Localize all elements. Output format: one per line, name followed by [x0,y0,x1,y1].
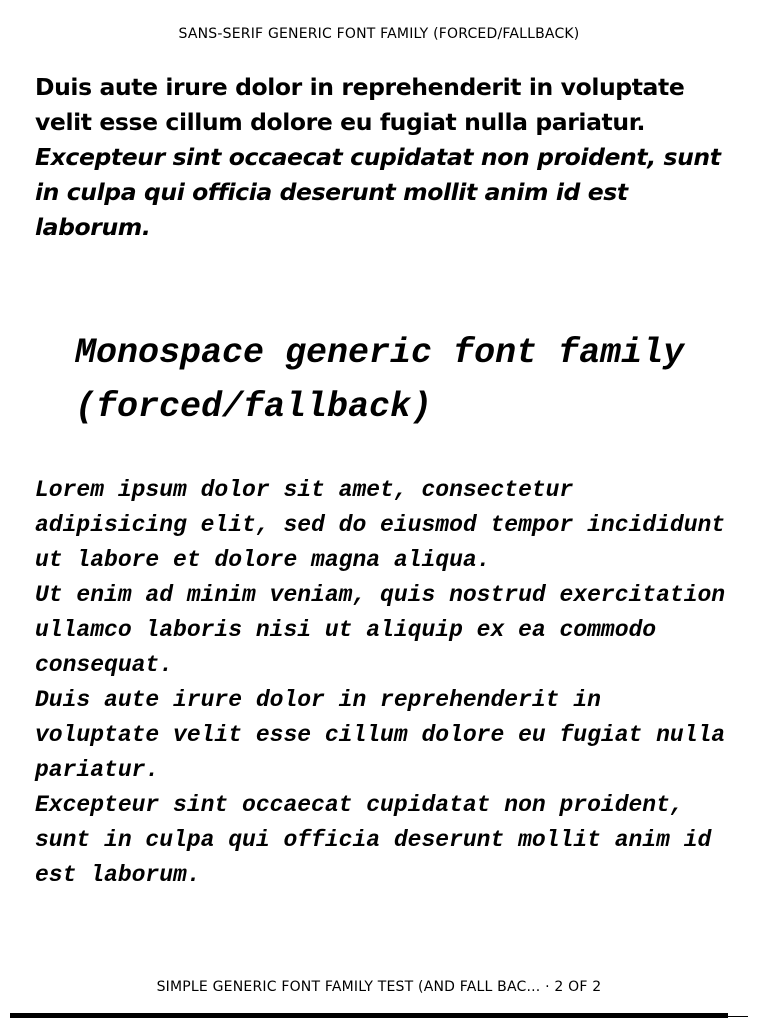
mono-paragraph-2: Ut enim ad minim veniam, quis nostrud exercitation ullamco laboris nisi ut aliquip ex ea commodo consequat. [35,582,726,678]
footer-page-indicator: · 2 OF 2 [545,979,602,995]
sans-bold-text: Duis aute irure dolor in reprehenderit in voluptate velit esse cillum dolore eu fugiat nulla pariatur. [35,73,685,136]
page-bottom-rule [10,1013,728,1018]
page-bottom-rule-tail [728,1016,748,1017]
mono-paragraph-3: Duis aute irure dolor in reprehenderit in voluptate velit esse cillum dolore eu fugiat nulla pariatur. [35,687,726,783]
header-title: SANS-SERIF GENERIC FONT FAMILY (FORCED/FALLBACK) [178,26,580,42]
mono-paragraph-1: Lorem ipsum dolor sit amet, consectetur adipisicing elit, sed do eiusmod tempor incididunt ut labore et dolore magna aliqua. [35,477,726,573]
running-footer [0,979,758,995]
monospace-section-heading: Monospace generic font family (forced/fallback) [75,333,685,427]
mono-paragraph-4: Excepteur sint occaecat cupidatat non proident, sunt in culpa qui officia deserunt mollit anim id est laborum. [35,792,712,888]
footer-doc-title: SIMPLE GENERIC FONT FAMILY TEST (AND FALL BAC... [156,979,541,995]
sans-italic-text: Excepteur sint occaecat cupidatat non proident, sunt in culpa qui officia deserunt mollit anim id est laborum. [35,143,721,241]
running-header [0,26,758,42]
sans-serif-paragraph [35,70,725,245]
monospace-paragraphs [35,473,735,893]
